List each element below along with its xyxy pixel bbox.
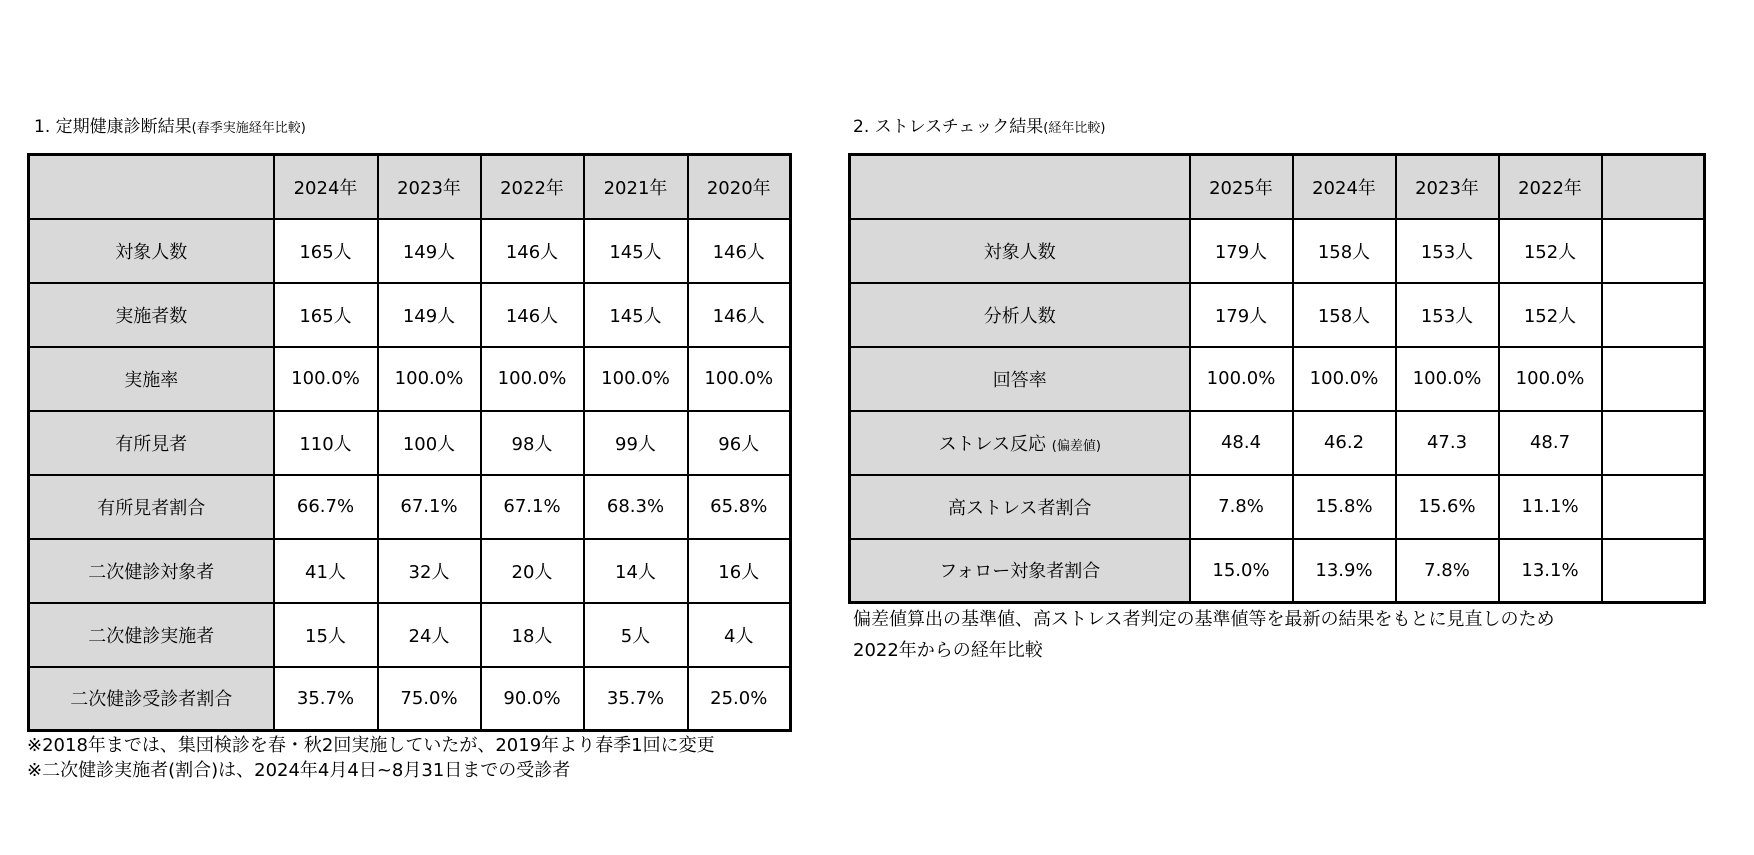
table-cell: 100.0% xyxy=(1396,347,1499,411)
table-cell: 99人 xyxy=(584,411,688,475)
row-label: 有所見者 xyxy=(29,411,274,475)
table-cell: 158人 xyxy=(1293,219,1396,283)
table-cell: 165人 xyxy=(274,219,378,283)
table-cell: 179人 xyxy=(1190,283,1293,347)
section1-note: ※2018年までは、集団検診を春・秋2回実施していたが、2019年より春季1回に変更 xyxy=(27,735,715,756)
table-cell: 66.7% xyxy=(274,475,378,539)
table-cell: 20人 xyxy=(481,539,584,603)
table-cell: 67.1% xyxy=(481,475,584,539)
row-label xyxy=(850,411,1190,475)
header-cell-empty xyxy=(850,155,1190,219)
table-cell: 90.0% xyxy=(481,667,584,731)
table-cell: 15.6% xyxy=(1396,475,1499,539)
row-label xyxy=(850,347,1190,411)
table-cell-empty xyxy=(1602,475,1705,539)
table-cell: 100.0% xyxy=(584,347,688,411)
table-row xyxy=(850,283,1705,347)
table-cell: 41人 xyxy=(274,539,378,603)
row-label-text: 高ストレス者割合 xyxy=(948,497,1092,519)
table-cell: 149人 xyxy=(378,283,481,347)
header-cell-year: 2023年 xyxy=(1396,155,1499,219)
section2-title-text: 2. ストレスチェック結果 xyxy=(853,117,1044,137)
table-cell: 13.1% xyxy=(1499,539,1602,603)
table-cell: 146人 xyxy=(688,219,791,283)
table-row xyxy=(850,539,1705,603)
row-label xyxy=(850,475,1190,539)
header-cell-year: 2022年 xyxy=(481,155,584,219)
header-cell-year: 2021年 xyxy=(584,155,688,219)
table-cell: 13.9% xyxy=(1293,539,1396,603)
table-row xyxy=(850,411,1705,475)
table-cell: 5人 xyxy=(584,603,688,667)
table-cell: 24人 xyxy=(378,603,481,667)
table-row xyxy=(850,219,1705,283)
row-label-note: (偏差値) xyxy=(1051,438,1101,454)
table-cell: 96人 xyxy=(688,411,791,475)
table-cell: 65.8% xyxy=(688,475,791,539)
table-cell: 75.0% xyxy=(378,667,481,731)
table-cell: 100.0% xyxy=(1499,347,1602,411)
header-cell-year: 2023年 xyxy=(378,155,481,219)
table-row xyxy=(29,667,791,731)
table-cell: 15.0% xyxy=(1190,539,1293,603)
health-checkup-table xyxy=(27,153,792,732)
table-row xyxy=(29,219,791,283)
table-cell: 15人 xyxy=(274,603,378,667)
row-label-text: 回答率 xyxy=(992,369,1047,391)
header-cell-year: 2025年 xyxy=(1190,155,1293,219)
table-cell: 15.8% xyxy=(1293,475,1396,539)
header-cell-year: 2020年 xyxy=(688,155,791,219)
table-cell: 11.1% xyxy=(1499,475,1602,539)
row-label-text: 対象人数 xyxy=(983,241,1056,263)
row-label-text: ストレス反応 xyxy=(938,433,1047,455)
section1-title xyxy=(34,119,306,136)
row-label: 対象人数 xyxy=(29,219,274,283)
stress-check-table xyxy=(848,153,1706,604)
table-cell: 35.7% xyxy=(584,667,688,731)
table-cell: 47.3 xyxy=(1396,411,1499,475)
table-cell: 46.2 xyxy=(1293,411,1396,475)
row-label xyxy=(850,539,1190,603)
table-cell: 110人 xyxy=(274,411,378,475)
section1-note: ※二次健診実施者(割合)は、2024年4月4日~8月31日までの受診者 xyxy=(27,760,571,781)
table-cell: 100.0% xyxy=(274,347,378,411)
table-cell: 165人 xyxy=(274,283,378,347)
table-cell: 145人 xyxy=(584,283,688,347)
table-cell: 7.8% xyxy=(1190,475,1293,539)
table-cell: 100.0% xyxy=(688,347,791,411)
table-cell: 146人 xyxy=(688,283,791,347)
table-row xyxy=(29,603,791,667)
row-label-text: 分析人数 xyxy=(983,305,1056,327)
table-cell: 7.8% xyxy=(1396,539,1499,603)
section2-title-note: (経年比較) xyxy=(1043,121,1106,136)
table-row xyxy=(850,347,1705,411)
table-header-row xyxy=(29,155,791,219)
table-cell: 100人 xyxy=(378,411,481,475)
header-cell-empty xyxy=(1602,155,1705,219)
row-label xyxy=(850,219,1190,283)
table-cell-empty xyxy=(1602,539,1705,603)
section2-title xyxy=(853,119,1105,136)
table-cell: 100.0% xyxy=(1190,347,1293,411)
table-cell: 146人 xyxy=(481,283,584,347)
table-cell: 179人 xyxy=(1190,219,1293,283)
table-cell: 149人 xyxy=(378,219,481,283)
table-cell: 153人 xyxy=(1396,283,1499,347)
header-cell-year: 2024年 xyxy=(274,155,378,219)
section2-note: 2022年からの経年比較 xyxy=(853,640,1043,661)
table-cell: 100.0% xyxy=(1293,347,1396,411)
table-cell-empty xyxy=(1602,411,1705,475)
row-label: 二次健診実施者 xyxy=(29,603,274,667)
table-cell: 32人 xyxy=(378,539,481,603)
table-cell: 25.0% xyxy=(688,667,791,731)
row-label xyxy=(850,283,1190,347)
table-cell: 14人 xyxy=(584,539,688,603)
table-row xyxy=(29,475,791,539)
table-row xyxy=(29,411,791,475)
row-label: 実施者数 xyxy=(29,283,274,347)
table-cell: 18人 xyxy=(481,603,584,667)
table-cell: 4人 xyxy=(688,603,791,667)
section2-note: 偏差値算出の基準値、高ストレス者判定の基準値等を最新の結果をもとに見直しのため xyxy=(853,609,1555,630)
table-cell: 48.4 xyxy=(1190,411,1293,475)
table-cell: 146人 xyxy=(481,219,584,283)
table-cell: 100.0% xyxy=(481,347,584,411)
table-cell: 35.7% xyxy=(274,667,378,731)
table-cell: 100.0% xyxy=(378,347,481,411)
section1-title-text: 1. 定期健康診断結果 xyxy=(34,117,192,137)
table-cell-empty xyxy=(1602,347,1705,411)
table-row xyxy=(850,475,1705,539)
header-cell-year: 2022年 xyxy=(1499,155,1602,219)
row-label: 実施率 xyxy=(29,347,274,411)
row-label: 二次健診対象者 xyxy=(29,539,274,603)
row-label-text: フォロー対象者割合 xyxy=(939,561,1101,583)
table-row xyxy=(29,283,791,347)
header-cell-year: 2024年 xyxy=(1293,155,1396,219)
row-label: 二次健診受診者割合 xyxy=(29,667,274,731)
row-label: 有所見者割合 xyxy=(29,475,274,539)
table-cell: 145人 xyxy=(584,219,688,283)
table-cell: 16人 xyxy=(688,539,791,603)
table-cell: 152人 xyxy=(1499,283,1602,347)
table-row xyxy=(29,347,791,411)
table-header-row xyxy=(850,155,1705,219)
table-cell: 48.7 xyxy=(1499,411,1602,475)
table-cell-empty xyxy=(1602,283,1705,347)
table-cell: 153人 xyxy=(1396,219,1499,283)
table-cell: 98人 xyxy=(481,411,584,475)
table-cell: 68.3% xyxy=(584,475,688,539)
table-cell: 67.1% xyxy=(378,475,481,539)
table-row xyxy=(29,539,791,603)
section1-title-note: (春季実施経年比較) xyxy=(191,121,306,136)
table-cell: 158人 xyxy=(1293,283,1396,347)
table-cell: 152人 xyxy=(1499,219,1602,283)
table-cell-empty xyxy=(1602,219,1705,283)
header-cell-empty xyxy=(29,155,274,219)
